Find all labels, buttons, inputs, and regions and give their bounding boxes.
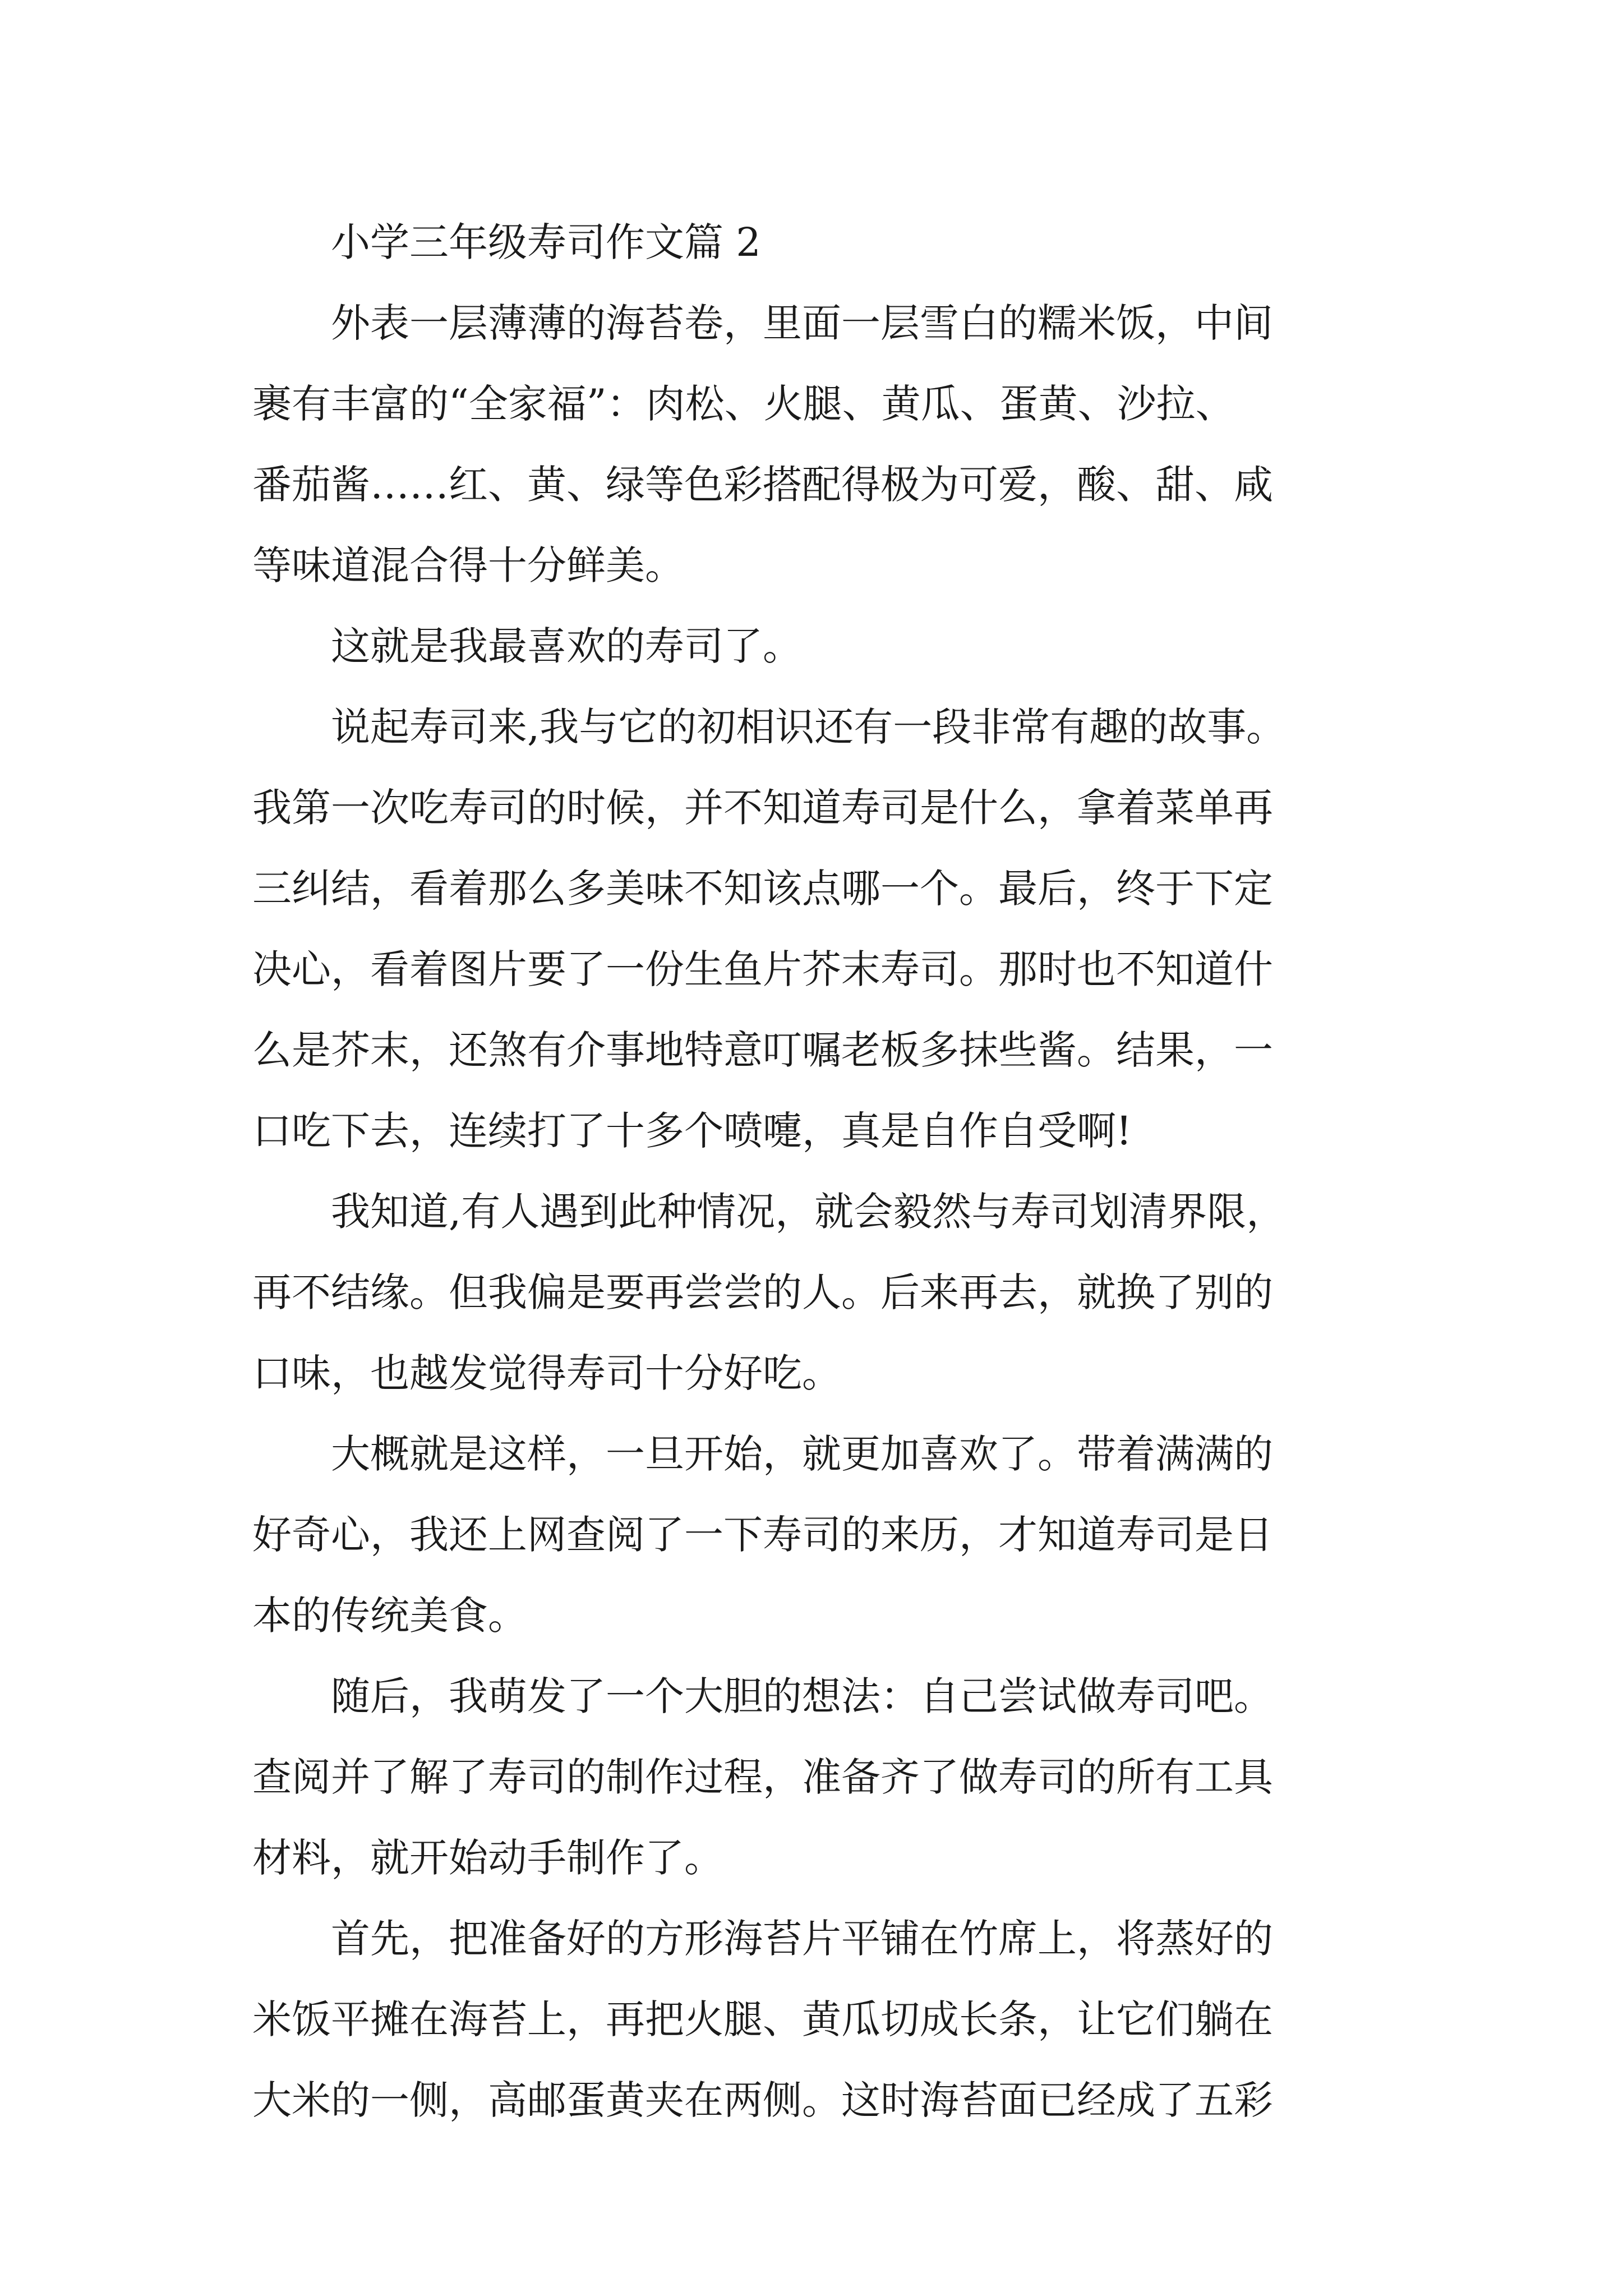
- paragraph-line: 决心，看着图片要了一份生鱼片芥末寿司。那时也不知道什: [252, 946, 1273, 992]
- paragraph-line: 裹有丰富的“全家福”：肉松、火腿、黄瓜、蛋黄、沙拉、: [252, 381, 1235, 427]
- paragraph-line: 好奇心，我还上网查阅了一下寿司的来历，才知道寿司是日: [252, 1512, 1273, 1558]
- essay-body: [252, 202, 1374, 2141]
- paragraph-line: 大米的一侧，高邮蛋黄夹在两侧。这时海苔面已经成了五彩: [252, 2077, 1273, 2123]
- paragraph-line: 三纠结，看着那么多美味不知该点哪一个。最后，终于下定: [252, 866, 1273, 912]
- paragraph-line: 口吃下去，连续打了十多个喷嚏，真是自作自受啊!: [252, 1108, 1132, 1154]
- paragraph-line: 番茄酱……红、黄、绿等色彩搭配得极为可爱，酸、甜、咸: [252, 462, 1273, 508]
- paragraph-line: 等味道混合得十分鲜美。: [252, 542, 684, 588]
- paragraph-line: 大概就是这样，一旦开始，就更加喜欢了。带着满满的: [331, 1431, 1273, 1477]
- paragraph-line: 本的传统美食。: [252, 1593, 527, 1639]
- paragraph-line: 查阅并了解了寿司的制作过程，准备齐了做寿司的所有工具: [252, 1754, 1273, 1800]
- paragraph-line: 首先，把准备好的方形海苔片平铺在竹席上，将蒸好的: [331, 1916, 1273, 1962]
- paragraph-line: 材料，就开始动手制作了。: [252, 1835, 723, 1881]
- paragraph-line: 再不结缘。但我偏是要再尝尝的人。后来再去，就换了别的: [252, 1269, 1273, 1315]
- paragraph-line: 随后，我萌发了一个大胆的想法：自己尝试做寿司吧。: [331, 1673, 1273, 1719]
- paragraph-line: 米饭平摊在海苔上，再把火腿、黄瓜切成长条，让它们躺在: [252, 1996, 1273, 2042]
- paragraph-line: 外表一层薄薄的海苔卷，里面一层雪白的糯米饭，中间: [331, 300, 1273, 346]
- paragraph-line: 这就是我最喜欢的寿司了。: [331, 623, 802, 669]
- paragraph-line: 口味，也越发觉得寿司十分好吃。: [252, 1350, 841, 1396]
- paragraph-line: 我知道,有人遇到此种情况，就会毅然与寿司划清界限，: [331, 1189, 1286, 1235]
- paragraph-line: 么是芥末，还煞有介事地特意叮嘱老板多抹些酱。结果，一: [252, 1027, 1273, 1073]
- paragraph-line: 我第一次吃寿司的时候，并不知道寿司是什么，拿着菜单再: [252, 785, 1273, 831]
- essay-title: 小学三年级寿司作文篇 2: [331, 219, 761, 265]
- paragraph-line: 说起寿司来,我与它的初相识还有一段非常有趣的故事。: [331, 704, 1286, 750]
